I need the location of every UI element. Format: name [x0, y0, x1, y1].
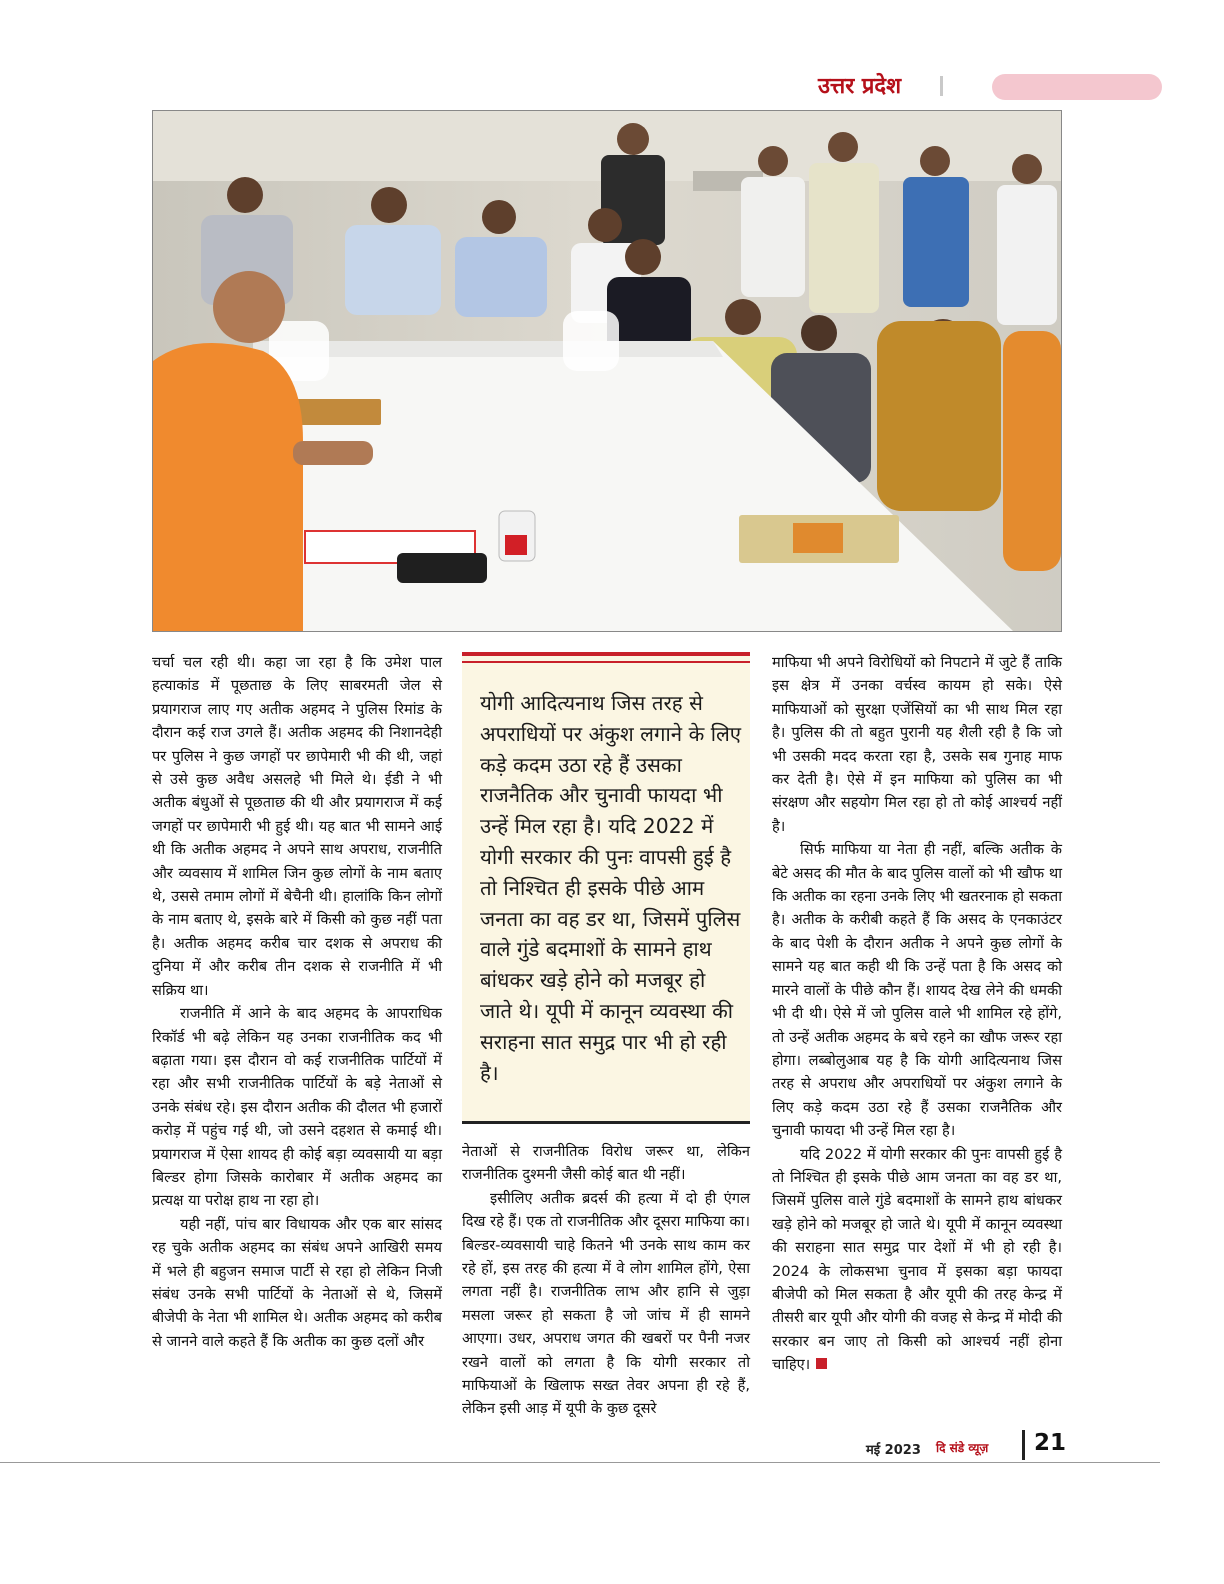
- paragraph: नेताओं से राजनीतिक विरोध जरूर था, लेकिन राजनीतिक दुश्मनी जैसी कोई बात थी नहीं।: [462, 1143, 750, 1184]
- header-divider: [940, 76, 943, 96]
- pull-quote-box: [462, 652, 750, 1124]
- pull-quote-rule-bottom: [462, 1121, 750, 1124]
- issue-date: मई 2023: [866, 1443, 921, 1458]
- paragraph: सिर्फ माफिया या नेता ही नहीं, बल्कि अतीक के बेटे असद की मौत के बाद पुलिस वालों को भी खौफ था कि अतीक का रहना उनके लिए भी खतरनाक हो सकता है। अतीक के करीबी कहते हैं कि असद के एनकाउंटर के बाद पेशी के दौरान अतीक ने अपने कुछ लोगों के सामने यह बात कही थी कि उन्हें पता है कि असद को मारने वालों के पीछे कौन हैं। शायद देख लेने की धमकी भी दी थी। ऐसे में जो पुलिस वाले भी शामिल रहे होंगे, तो उन्हें अतीक अहमद के बचे रहने का खौफ जरूर रहा होगा। लब्बोलुआब यह है कि योगी आदित्यनाथ जिस तरह से अपराध और अपराधियों पर अंकुश लगाने के लिए कड़े कदम उठा रहे हैं उसका राजनैतिक और चुनावी फायदा भी उन्हें मिल रहा है।: [772, 841, 1062, 1140]
- footer-divider: [1022, 1430, 1025, 1460]
- article-column-3: [772, 651, 1062, 1377]
- paragraph: इसीलिए अतीक ब्रदर्स की हत्या में दो ही एंगल दिख रहे हैं। एक तो राजनीतिक और दूसरा माफिया का। बिल्डर-व्यवसायी चाहे कितने भी उनके साथ काम कर रहे हों, इस तरह की हत्या में वे लोग शामिल होंगे, ऐसा लगता नहीं है। राजनीतिक लाभ और हानि से जुड़ा मसला जरूर हो सकता है जो जांच में ही सामने आएगा। उधर, अपराध जगत की खबरों पर पैनी नजर रखने वालों को लगता है कि योगी सरकार तो माफियाओं के खिलाफ सख्त तेवर अपना ही रहे हैं, लेकिन इसी आड़ में यूपी के कुछ दूसरे: [462, 1189, 750, 1418]
- meeting-photo: [152, 110, 1062, 632]
- paragraph-last: [772, 1143, 1062, 1377]
- article-column-2: [462, 1140, 750, 1421]
- pull-quote-rule-top: [462, 652, 750, 656]
- paragraph: माफिया भी अपने विरोधियों को निपटाने में जुटे हैं ताकि इस क्षेत्र में उनका वर्चस्व कायम हो सके। ऐसे माफियाओं को सुरक्षा एजेंसियों का भी साथ मिल रहा है। पुलिस की तो बहुत पुरानी यह शैली रही है कि जो भी उसकी मदद करता रहा है, उसके सब गुनाह माफ कर देती है। ऐसे में इन माफिया को पुलिस का भी संरक्षण और सहयोग मिल रहा हो तो कोई आश्चर्य नहीं है।: [772, 654, 1062, 835]
- pull-quote-rule-top-thin: [462, 661, 750, 663]
- paragraph: यही नहीं, पांच बार विधायक और एक बार सांसद रह चुके अतीक अहमद का संबंध अपने आखिरी समय में भले ही बहुजन समाज पार्टी से रहा हो लेकिन निजी संबंध उनके सभी पार्टियों के नेताओं से थे, जिसमें बीजेपी के नेता भी शामिल थे। अतीक अहमद को करीब से जानने वाले कहते हैं कि अतीक का कुछ दलों और: [152, 1215, 442, 1350]
- footer-rule: [0, 1462, 1160, 1463]
- paragraph: राजनीति में आने के बाद अहमद के आपराधिक रिकॉर्ड भी बढ़े लेकिन यह उनका राजनीतिक कद भी बढ़ाता गया। इस दौरान वो कई राजनीतिक पार्टियों में रहा और सभी राजनीतिक पार्टियों के बड़े नेताओं से उनके संबंध रहे। इस दौरान अतीक की दौलत भी हजारों करोड़ में पहुंच गई थी, जो उसने दहशत से कमाई थी। प्रयागराज में ऐसा शायद ही कोई बड़ा व्यवसायी या बड़ा बिल्डर होगा जिसके कारोबार में अतीक अहमद का प्रत्यक्ष या परोक्ष हाथ ना रहा हो।: [152, 1005, 442, 1210]
- end-of-article-icon: [816, 1358, 827, 1369]
- paragraph: चर्चा चल रही थी। कहा जा रहा है कि उमेश पाल हत्याकांड में पूछताछ के लिए साबरमती जेल से प्रयागराज लाए गए अतीक अहमद ने पुलिस रिमांड के दौरान कई राज उगले हैं। अतीक अहमद की निशानदेही पर पुलिस ने कुछ जगहों पर छापेमारी भी की थी, जहां से उसे कुछ अवैध असलहे भी मिले थे। ईडी ने भी अतीक बंधुओं से पूछताछ की थी और प्रयागराज में कई जगहों पर छापेमारी भी हुई थी। यह बात भी सामने आई थी कि अतीक अहमद ने अपने साथ अपराध, राजनीति और व्यवसाय में शामिल जिन कुछ लोगों के नाम बताए थे, उससे तमाम लोगों में बेचैनी थी। हालांकि किन लोगों के नाम बताए थे, इसके बारे में किसी को कुछ नहीं पता है। अतीक अहमद करीब चार दशक से अपराध की दुनिया में और करीब तीन दशक से राजनीति में भी सक्रिय था।: [152, 654, 442, 999]
- magazine-logo: दि संडे व्यूज़: [936, 1441, 989, 1455]
- paragraph-text: यदि 2022 में योगी सरकार की पुनः वापसी हुई है तो निश्चित ही इसके पीछे आम जनता का वह डर था, जिसमें पुलिस वाले गुंडे बदमाशों के सामने हाथ बांधकर खड़े होने को मजबूर हो जाते थे। यूपी में कानून व्यवस्था की सराहना सात समुद्र पार देशों में भी हो रही है। 2024 के लोकसभा चुनाव में इसका बड़ा फायदा बीजेपी को मिल सकता है और यूपी की तरह केन्द्र में तीसरी बार यूपी और योगी की वजह से केन्द्र में मोदी की सरकार बन जाए तो किसी को आश्चर्य नहीं होना चाहिए।: [772, 1145, 1062, 1374]
- section-title: उत्तर प्रदेश: [818, 74, 902, 99]
- article-column-1: [152, 651, 442, 1353]
- pull-quote-text: योगी आदित्यनाथ जिस तरह से अपराधियों पर अंकुश लगाने के लिए कड़े कदम उठा रहे हैं उसका राजनैतिक और चुनावी फायदा भी उन्हें मिल रहा है। यदि 2022 में योगी सरकार की पुनः वापसी हुई है तो निश्चित ही इसके पीछे आम जनता का वह डर था, जिसमें पुलिस वाले गुंडे बदमाशों के सामने हाथ बांधकर खड़े होने को मजबूर हो जाते थे। यूपी में कानून व्यवस्था की सराहना सात समुद्र पार भी हो रही है।: [480, 691, 742, 1085]
- page-number: 21: [1034, 1430, 1067, 1456]
- header-decoration: [992, 74, 1162, 100]
